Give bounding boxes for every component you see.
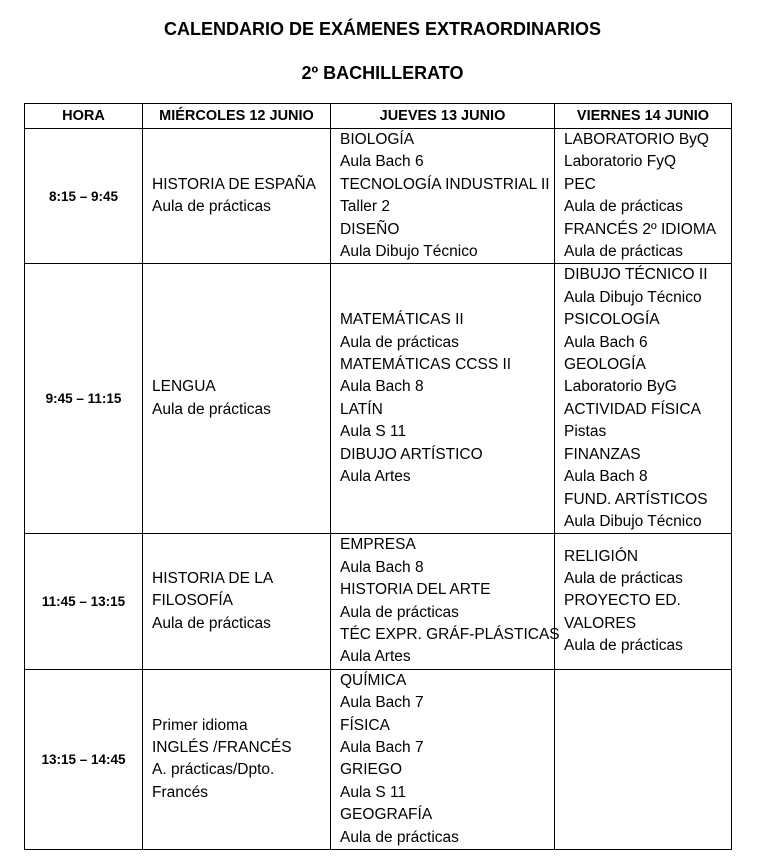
exam-line: Aula Dibujo Técnico [564, 512, 702, 530]
exam-line: HISTORIA DEL ARTE [340, 581, 491, 599]
exam-line: PSICOLOGÍA [564, 311, 660, 329]
exam-line: TÉC EXPR. GRÁF-PLÁSTICAS [340, 625, 560, 643]
thursday-exam-cell [331, 129, 555, 264]
exam-line: Aula Bach 6 [564, 333, 648, 351]
table-row [25, 264, 732, 534]
exam-line: Aula de prácticas [340, 828, 459, 846]
exam-line: GRIEGO [340, 761, 403, 779]
exam-line: A. prácticas/Dpto. [152, 761, 275, 779]
exam-line: Primer idioma [152, 716, 248, 734]
exam-line: Aula de prácticas [564, 243, 683, 261]
exam-line: ACTIVIDAD FÍSICA [564, 400, 701, 418]
wednesday-exam-cell [143, 129, 331, 264]
exam-line: RELIGIÓN [564, 547, 639, 565]
header-row [25, 104, 732, 129]
exam-line: TECNOLOGÍA INDUSTRIAL II [340, 175, 550, 193]
wednesday-exam-cell [143, 669, 331, 849]
wednesday-exam-cell [143, 534, 331, 669]
exam-line: LATÍN [340, 400, 383, 418]
exam-line: Aula de prácticas [152, 198, 271, 216]
time-slot-cell: 11:45 – 13:15 [25, 534, 143, 669]
exam-line: LABORATORIO ByQ [564, 131, 709, 148]
exam-line: INGLÉS /FRANCÉS [152, 738, 292, 756]
header-wednesday: MIÉRCOLES 12 JUNIO [143, 104, 331, 129]
exam-line: Aula S 11 [340, 423, 407, 441]
page-title: CALENDARIO DE EXÁMENES EXTRAORDINARIOS [163, 19, 602, 39]
exam-line: Aula de prácticas [564, 637, 683, 655]
exam-line: GEOGRAFÍA [340, 806, 433, 824]
exam-line: Taller 2 [340, 198, 390, 216]
header-friday: VIERNES 14 JUNIO [555, 104, 732, 129]
exam-line: Aula Artes [340, 648, 411, 666]
friday-exam-cell [555, 669, 732, 849]
exam-line: Aula de prácticas [152, 614, 271, 632]
exam-line: Aula Bach 7 [340, 694, 424, 712]
exam-line: FRANCÉS 2º IDIOMA [564, 220, 717, 238]
exam-line: FÍSICA [340, 716, 390, 734]
exam-line: DIBUJO TÉCNICO II [564, 266, 708, 284]
exam-line: Francés [152, 783, 208, 801]
time-slot-cell: 13:15 – 14:45 [25, 669, 143, 849]
thursday-exam-cell [331, 534, 560, 669]
friday-exam-cell [555, 264, 732, 534]
wednesday-exam-cell [143, 264, 331, 534]
exam-line: Pistas [564, 423, 607, 441]
exam-line: QUÍMICA [340, 671, 407, 689]
exam-line: Aula Bach 8 [564, 468, 648, 486]
exam-line: MATEMÁTICAS II [340, 311, 464, 329]
table-row [25, 669, 732, 849]
exam-line: PROYECTO ED. [564, 592, 681, 610]
exam-line: Aula Bach 8 [340, 558, 424, 576]
exam-line: Aula Bach 8 [340, 378, 424, 396]
exam-line: Aula de prácticas [340, 603, 459, 621]
exam-line: Aula de prácticas [340, 333, 459, 351]
exam-line: GEOLOGÍA [564, 356, 646, 374]
exam-line: Aula S 11 [340, 783, 407, 801]
exam-line: PEC [564, 175, 596, 193]
exam-line: DISEÑO [340, 220, 400, 238]
exam-line: FINANZAS [564, 445, 641, 463]
exam-line: BIOLOGÍA [340, 131, 415, 148]
exam-line: Aula Bach 6 [340, 153, 424, 171]
exam-line: EMPRESA [340, 536, 416, 554]
exam-line: Laboratorio ByG [564, 378, 677, 396]
exam-line: Aula de prácticas [152, 400, 271, 418]
exam-line: Aula Dibujo Técnico [564, 288, 702, 306]
exam-line: Aula Bach 7 [340, 738, 424, 756]
time-slot-cell: 8:15 – 9:45 [25, 129, 143, 264]
time-slot-cell: 9:45 – 11:15 [25, 264, 143, 534]
exam-line: Aula Dibujo Técnico [340, 243, 478, 261]
exam-line: LENGUA [152, 378, 216, 396]
page-subtitle: 2º BACHILLERATO [301, 63, 464, 83]
exam-line: DIBUJO ARTÍSTICO [340, 445, 483, 463]
friday-exam-cell [555, 129, 732, 264]
friday-exam-cell [555, 534, 732, 669]
table-row [25, 129, 732, 264]
header-hora: HORA [25, 104, 143, 129]
exam-line: FILOSOFÍA [152, 592, 233, 610]
exam-line: HISTORIA DE ESPAÑA [152, 175, 316, 193]
exam-line: Aula de prácticas [564, 198, 683, 216]
exam-schedule-table [24, 103, 732, 850]
table-row [25, 534, 732, 669]
exam-line: Aula de prácticas [564, 569, 683, 587]
exam-line: Laboratorio FyQ [564, 153, 676, 171]
exam-line: HISTORIA DE LA [152, 569, 274, 587]
exam-line: FUND. ARTÍSTICOS [564, 490, 708, 508]
exam-line: MATEMÁTICAS CCSS II [340, 356, 512, 374]
thursday-exam-cell [331, 264, 555, 534]
exam-line: VALORES [564, 614, 637, 632]
header-thursday: JUEVES 13 JUNIO [331, 104, 555, 129]
exam-line: Aula Artes [340, 468, 411, 486]
thursday-exam-cell [331, 669, 555, 849]
